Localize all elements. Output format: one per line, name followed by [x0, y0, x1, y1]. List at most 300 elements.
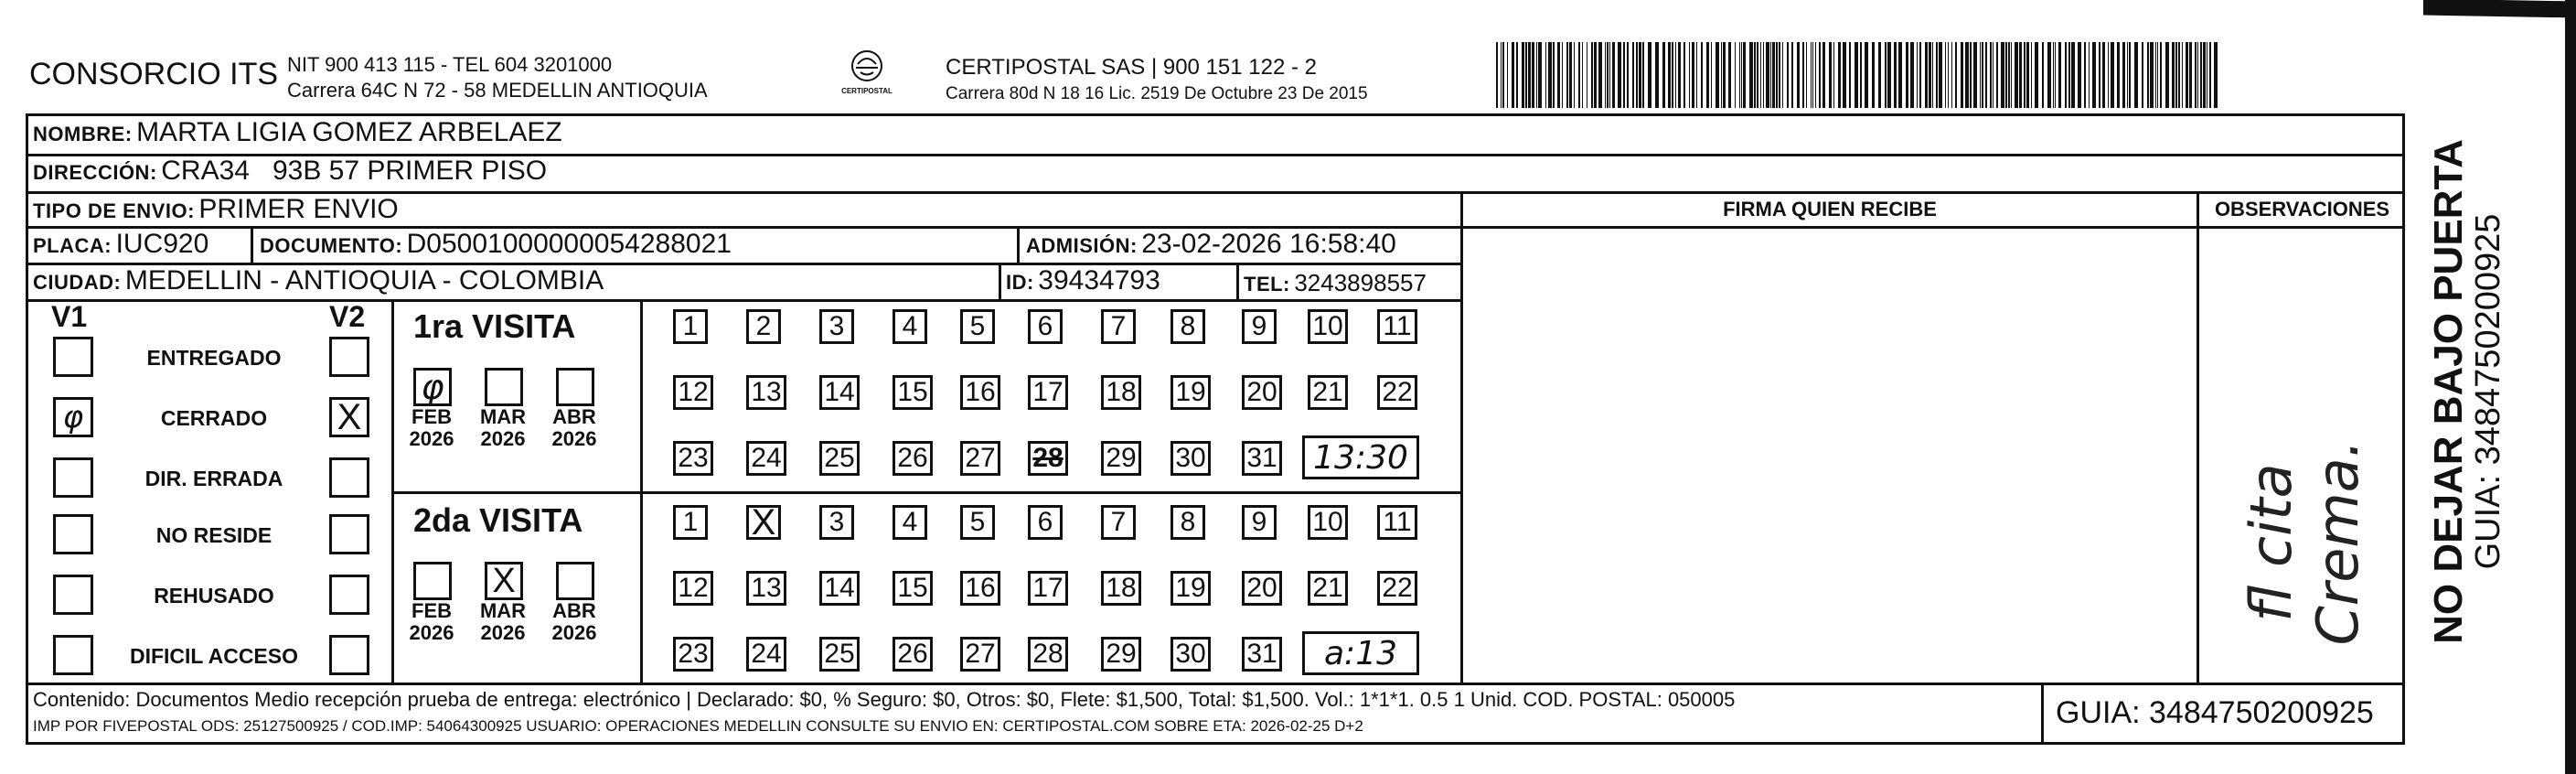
month-name: FEB: [412, 599, 452, 622]
barcode-bar: [1951, 42, 1952, 108]
day-number: 6: [1037, 507, 1053, 537]
scan-edge-right: [2565, 0, 2576, 774]
barcode-bar: [2068, 42, 2070, 108]
barcode-bar: [1929, 42, 1931, 108]
day-box[interactable]: [819, 505, 854, 540]
barcode-bar: [2019, 42, 2022, 108]
id-row: [1006, 265, 1160, 296]
day-number: 18: [1106, 377, 1137, 407]
month-year: 2026: [480, 427, 526, 450]
status-label: DIFICIL ACCESO: [129, 644, 298, 668]
barcode-bar: [1627, 42, 1629, 108]
day-box[interactable]: [1377, 309, 1417, 344]
month-name: ABR: [552, 599, 596, 622]
day-number: 17: [1032, 573, 1064, 603]
v2-checkbox[interactable]: [329, 514, 369, 554]
barcode-bar: [2108, 42, 2109, 108]
barcode-bar: [1749, 42, 1753, 108]
day-number: 15: [897, 377, 928, 407]
barcode-bar: [1605, 42, 1606, 108]
day-box[interactable]: [1242, 441, 1282, 476]
month-name: FEB: [412, 405, 452, 428]
month-checkbox[interactable]: [485, 562, 523, 600]
day-box[interactable]: [1101, 309, 1136, 344]
visit-time-box[interactable]: [1302, 435, 1419, 479]
barcode-bar: [2031, 42, 2032, 108]
barcode-bar: [2182, 42, 2183, 108]
barcode-bar: [1609, 42, 1610, 108]
barcode-bar: [1833, 42, 1834, 108]
day-number: 12: [678, 377, 709, 407]
barcode-bar: [2005, 42, 2007, 108]
day-box[interactable]: [746, 637, 786, 672]
barcode-bar: [2117, 42, 2120, 108]
status-label: REHUSADO: [154, 584, 274, 607]
direccion-label: DIRECCIÓN:: [33, 161, 157, 184]
barcode-bar: [1872, 42, 1875, 108]
day-box[interactable]: [960, 505, 995, 540]
barcode-bar: [2111, 42, 2114, 108]
barcode-bar: [1996, 42, 1998, 108]
barcode-bar: [1766, 42, 1769, 108]
footer-contenido: Contenido: Documentos Medio recepción prueba de entrega: electrónico | Declarado: $0, % Seguro: $0, Otros: $0, Flete: $1,500, Total: $1,500. Vol.: 1*1*1. 0.5 1 Unid. COD. POSTAL: 050005: [33, 688, 1736, 711]
barcode-bar: [2047, 42, 2051, 108]
day-box[interactable]: [893, 441, 933, 476]
barcode-bar: [1772, 42, 1775, 108]
barcode-bar: [1885, 42, 1887, 108]
observaciones-label: OBSERVACIONES: [2214, 198, 2390, 220]
scan-edge: [2423, 0, 2576, 17]
day-box[interactable]: [1308, 571, 1348, 606]
barcode-bar: [1648, 42, 1651, 108]
documento-value: D05001000000054288021: [406, 229, 732, 259]
day-box[interactable]: [673, 505, 708, 540]
direccion-value: CRA34 93B 57 PRIMER PISO: [161, 156, 548, 186]
barcode-bar: [1806, 42, 1807, 108]
day-box[interactable]: [746, 375, 786, 410]
barcode-bar: [2053, 42, 2054, 108]
barcode-bar: [1711, 42, 1712, 108]
day-box[interactable]: [1101, 571, 1141, 606]
day-number: 30: [1175, 639, 1206, 669]
status-label: CERRADO: [160, 406, 268, 430]
barcode-bar: [1894, 42, 1897, 108]
id-value: 39434793: [1038, 265, 1160, 296]
day-number: 1: [682, 507, 699, 537]
day-box[interactable]: [960, 375, 1000, 410]
barcode-bar: [2055, 42, 2056, 108]
barcode-bar: [2089, 42, 2090, 108]
day-box[interactable]: [960, 441, 1000, 476]
barcode-bar: [2129, 42, 2131, 108]
barcode-bar: [2058, 42, 2061, 108]
day-number: 10: [1312, 311, 1343, 341]
v2-checkbox[interactable]: [329, 397, 369, 437]
day-box[interactable]: [1242, 505, 1277, 540]
barcode-bar: [1822, 42, 1825, 108]
barcode-bar: [2142, 42, 2143, 108]
barcode-bar: [1739, 42, 1740, 108]
barcode-bar: [2200, 42, 2202, 108]
tipo-row: [33, 194, 399, 225]
day-number: 5: [969, 507, 986, 537]
logo-text: CERTIPOSTAL: [841, 87, 893, 95]
day-box[interactable]: [1377, 375, 1417, 410]
month-mark: X: [492, 562, 516, 600]
barcode-bar: [2026, 42, 2029, 108]
barcode-bar: [1582, 42, 1583, 108]
v1-checkbox[interactable]: [53, 337, 93, 377]
barcode-bar: [1594, 42, 1597, 108]
barcode-bar: [2092, 42, 2096, 108]
day-number: 26: [897, 443, 928, 473]
barcode-bar: [1878, 42, 1881, 108]
tipo-value: PRIMER ENVIO: [198, 194, 399, 224]
barcode-bar: [2209, 42, 2211, 108]
v1-checkbox[interactable]: [53, 514, 93, 554]
month-year: 2026: [551, 427, 597, 450]
tel-label: TEL:: [1244, 273, 1290, 296]
barcode-bar: [1562, 42, 1563, 108]
barcode-bar: [1683, 42, 1685, 108]
barcode-bar: [1945, 42, 1946, 108]
day-number: 31: [1246, 443, 1277, 473]
day-box[interactable]: [673, 571, 713, 606]
admision-value: 23-02-2026 16:58:40: [1141, 229, 1396, 259]
barcode-bar: [1569, 42, 1572, 108]
barcode-bar: [2134, 42, 2138, 108]
month-checkbox[interactable]: [413, 368, 452, 406]
day-box[interactable]: [1242, 637, 1282, 672]
barcode-bar: [1802, 42, 1804, 108]
day-number: 29: [1106, 443, 1137, 473]
barcode-bar: [2035, 42, 2038, 108]
v1-checkbox[interactable]: [53, 397, 93, 437]
day-box[interactable]: [1242, 309, 1277, 344]
day-number: 11: [1383, 311, 1412, 341]
day-number: X: [751, 502, 776, 543]
signature-area[interactable]: [1466, 229, 2195, 683]
barcode-bar: [1811, 42, 1812, 108]
id-label: ID:: [1006, 271, 1034, 294]
day-number: 4: [902, 311, 918, 341]
barcode-bar: [1743, 42, 1746, 108]
day-number: 3: [828, 507, 845, 537]
day-box[interactable]: [673, 441, 713, 476]
day-number: 11: [1383, 507, 1412, 537]
day-number: 1: [682, 311, 699, 341]
barcode-bar: [1728, 42, 1731, 108]
month-label: [476, 406, 530, 450]
day-box[interactable]: [1101, 375, 1141, 410]
day-box[interactable]: [673, 309, 708, 344]
barcode-bar: [1512, 42, 1514, 108]
barcode-bar: [1623, 42, 1625, 108]
barcode-bar: [1598, 42, 1602, 108]
barcode-bar: [1760, 42, 1761, 108]
barcode-bar: [1955, 42, 1957, 108]
visit-time-box[interactable]: [1302, 631, 1419, 675]
barcode-bar: [1965, 42, 1969, 108]
day-number: 14: [824, 573, 855, 603]
tel-value: 3243898557: [1294, 269, 1427, 296]
day-box[interactable]: [1377, 571, 1417, 606]
side-guia: GUIA: 3484750200925: [2468, 213, 2507, 570]
day-box[interactable]: [1170, 637, 1211, 672]
day-number: 10: [1312, 507, 1343, 537]
visit-time: 13:30: [1313, 439, 1408, 477]
barcode-bar: [1812, 42, 1813, 108]
barcode-bar: [1528, 42, 1531, 108]
day-box[interactable]: [960, 571, 1000, 606]
day-box[interactable]: [673, 637, 713, 672]
day-box[interactable]: [1308, 375, 1348, 410]
month-name: MAR: [479, 599, 527, 622]
day-number: 22: [1382, 377, 1413, 407]
barcode-bar: [2065, 42, 2067, 108]
admision-label: ADMISIÓN:: [1026, 234, 1138, 257]
day-box[interactable]: [673, 375, 713, 410]
barcode-bar: [1706, 42, 1709, 108]
day-number: 19: [1175, 573, 1206, 603]
day-box[interactable]: [819, 375, 860, 410]
day-box[interactable]: [1101, 441, 1141, 476]
day-number: 9: [1251, 311, 1267, 341]
barcode-bar: [1990, 42, 1992, 108]
barcode-bar: [1536, 42, 1537, 108]
barcode-bar: [1507, 42, 1508, 108]
month-label: [476, 600, 530, 644]
barcode-bar: [1925, 42, 1928, 108]
barcode-bar: [1797, 42, 1800, 108]
barcode-bar: [2024, 42, 2026, 108]
day-box[interactable]: [960, 309, 995, 344]
barcode-bar: [1639, 42, 1641, 108]
day-box[interactable]: [1028, 637, 1068, 672]
day-box[interactable]: [1170, 441, 1211, 476]
barcode-bar: [2150, 42, 2154, 108]
barcode-bar: [1566, 42, 1568, 108]
month-checkbox[interactable]: [556, 562, 594, 600]
barcode-bar: [2195, 42, 2197, 108]
day-box[interactable]: [1101, 637, 1141, 672]
barcode-bar: [2127, 42, 2128, 108]
v2-checkbox[interactable]: [329, 457, 369, 498]
day-box[interactable]: [893, 505, 927, 540]
barcode-bar: [1675, 42, 1676, 108]
barcode-bar: [1696, 42, 1697, 108]
barcode-bar: [2001, 42, 2004, 108]
barcode-bar: [1843, 42, 1846, 108]
barcode-bar: [1754, 42, 1756, 108]
day-box[interactable]: [746, 441, 786, 476]
barcode-bar: [2084, 42, 2086, 108]
barcode-bar: [1574, 42, 1575, 108]
day-number: 7: [1110, 507, 1127, 537]
month-label: [547, 406, 602, 450]
barcode-bar: [1557, 42, 1560, 108]
day-box[interactable]: [1170, 375, 1211, 410]
barcode-bar: [1782, 42, 1783, 108]
placa-value: IUC920: [115, 229, 209, 259]
day-box[interactable]: [746, 309, 781, 344]
day-box[interactable]: [819, 309, 854, 344]
v1-checkbox[interactable]: [53, 457, 93, 498]
nombre-label: NOMBRE:: [33, 123, 133, 145]
barcode-bar: [2197, 42, 2198, 108]
day-number: 20: [1246, 573, 1277, 603]
month-checkbox[interactable]: [556, 368, 594, 406]
day-number: 8: [1180, 507, 1196, 537]
day-box[interactable]: [1308, 505, 1348, 540]
day-box[interactable]: [1377, 505, 1417, 540]
day-number: 17: [1032, 377, 1064, 407]
month-year: 2026: [409, 427, 454, 450]
day-box[interactable]: [746, 502, 781, 543]
v2-mark: X: [337, 397, 362, 437]
day-number: 21: [1312, 573, 1343, 603]
day-number: 8: [1180, 311, 1196, 341]
barcode-bar: [1898, 42, 1902, 108]
tel-row: [1244, 269, 1427, 297]
day-box[interactable]: [819, 571, 860, 606]
v1-checkbox[interactable]: [53, 575, 93, 615]
day-box[interactable]: [1028, 441, 1068, 476]
day-box[interactable]: [1308, 309, 1348, 344]
month-label: [404, 600, 459, 644]
v2-checkbox[interactable]: [329, 337, 369, 377]
day-box[interactable]: [893, 309, 927, 344]
day-number: 16: [965, 377, 996, 407]
barcode-bar: [1578, 42, 1580, 108]
month-checkbox[interactable]: [413, 562, 452, 600]
barcode-bar: [2102, 42, 2105, 108]
barcode-bar: [1642, 42, 1644, 108]
barcode-bar: [2203, 42, 2206, 108]
day-box[interactable]: [819, 441, 860, 476]
day-number: 3: [828, 311, 845, 341]
status-label: NO RESIDE: [155, 523, 273, 547]
day-number: 27: [965, 639, 996, 669]
v1-checkbox[interactable]: [53, 635, 93, 675]
day-box[interactable]: [960, 637, 1000, 672]
barcode-bar: [1829, 42, 1832, 108]
barcode: [1496, 42, 2228, 108]
barcode-bar: [1532, 42, 1534, 108]
day-box[interactable]: [1242, 375, 1282, 410]
barcode-bar: [1678, 42, 1681, 108]
barcode-bar: [1538, 42, 1542, 108]
logo-icon: [847, 48, 887, 84]
day-number: 24: [751, 639, 782, 669]
barcode-bar: [2157, 42, 2158, 108]
day-number: 25: [824, 443, 855, 473]
barcode-bar: [1776, 42, 1778, 108]
day-box[interactable]: [819, 637, 860, 672]
v2-checkbox[interactable]: [329, 635, 369, 675]
month-checkbox[interactable]: [485, 368, 523, 406]
barcode-bar: [1692, 42, 1694, 108]
status-label: ENTREGADO: [146, 346, 282, 370]
day-number: 28: [1032, 443, 1064, 473]
documento-label: DOCUMENTO:: [260, 234, 403, 257]
day-number: 5: [969, 311, 986, 341]
barcode-bar: [1607, 42, 1609, 108]
day-box[interactable]: [893, 375, 933, 410]
barcode-bar: [1819, 42, 1821, 108]
day-box[interactable]: [1170, 571, 1211, 606]
day-box[interactable]: [1170, 309, 1205, 344]
barcode-bar: [1939, 42, 1942, 108]
barcode-bar: [1723, 42, 1726, 108]
day-number: 27: [965, 443, 996, 473]
barcode-bar: [1770, 42, 1771, 108]
day-number: 19: [1175, 377, 1206, 407]
barcode-bar: [1741, 42, 1742, 108]
day-box[interactable]: [893, 571, 933, 606]
day-box[interactable]: [1028, 571, 1068, 606]
day-number: 25: [824, 639, 855, 669]
day-number: 13: [751, 377, 782, 407]
barcode-bar: [2015, 42, 2018, 108]
day-number: 16: [965, 573, 996, 603]
day-box[interactable]: [746, 571, 786, 606]
documento-row: [260, 229, 732, 260]
barcode-bar: [1496, 42, 1498, 108]
barcode-bar: [1721, 42, 1722, 108]
barcode-bar: [1917, 42, 1918, 108]
day-number: 22: [1382, 573, 1413, 603]
v2-checkbox[interactable]: [329, 575, 369, 615]
barcode-bar: [1612, 42, 1615, 108]
day-box[interactable]: [1028, 309, 1063, 344]
placa-row: [33, 229, 208, 260]
admision-row: [1026, 229, 1396, 260]
barcode-bar: [2011, 42, 2012, 108]
barcode-bar: [2160, 42, 2162, 108]
barcode-bar: [1689, 42, 1690, 108]
day-number: 20: [1246, 377, 1277, 407]
barcode-bar: [1985, 42, 1987, 108]
barcode-bar: [2178, 42, 2180, 108]
barcode-bar: [1936, 42, 1938, 108]
day-number: 4: [902, 507, 918, 537]
day-box[interactable]: [1101, 505, 1136, 540]
barcode-bar: [1973, 42, 1977, 108]
day-box[interactable]: [1028, 505, 1063, 540]
barcode-bar: [1672, 42, 1673, 108]
day-number: 15: [897, 573, 928, 603]
barcode-bar: [1735, 42, 1736, 108]
day-number: 26: [897, 639, 928, 669]
day-box[interactable]: [1028, 375, 1068, 410]
barcode-bar: [2071, 42, 2075, 108]
barcode-bar: [1636, 42, 1638, 108]
day-number: 9: [1251, 507, 1267, 537]
barcode-bar: [1970, 42, 1972, 108]
barcode-bar: [1701, 42, 1703, 108]
nombre-row: [33, 117, 562, 148]
barcode-bar: [2042, 42, 2044, 108]
day-box[interactable]: [893, 637, 933, 672]
side-no-dejar: NO DEJAR BAJO PUERTA: [2425, 139, 2471, 644]
day-box[interactable]: [1170, 505, 1205, 540]
day-box[interactable]: [1242, 571, 1282, 606]
barcode-bar: [1763, 42, 1764, 108]
barcode-bar: [1757, 42, 1758, 108]
placa-label: PLACA:: [33, 234, 112, 257]
day-number: 2: [755, 311, 772, 341]
